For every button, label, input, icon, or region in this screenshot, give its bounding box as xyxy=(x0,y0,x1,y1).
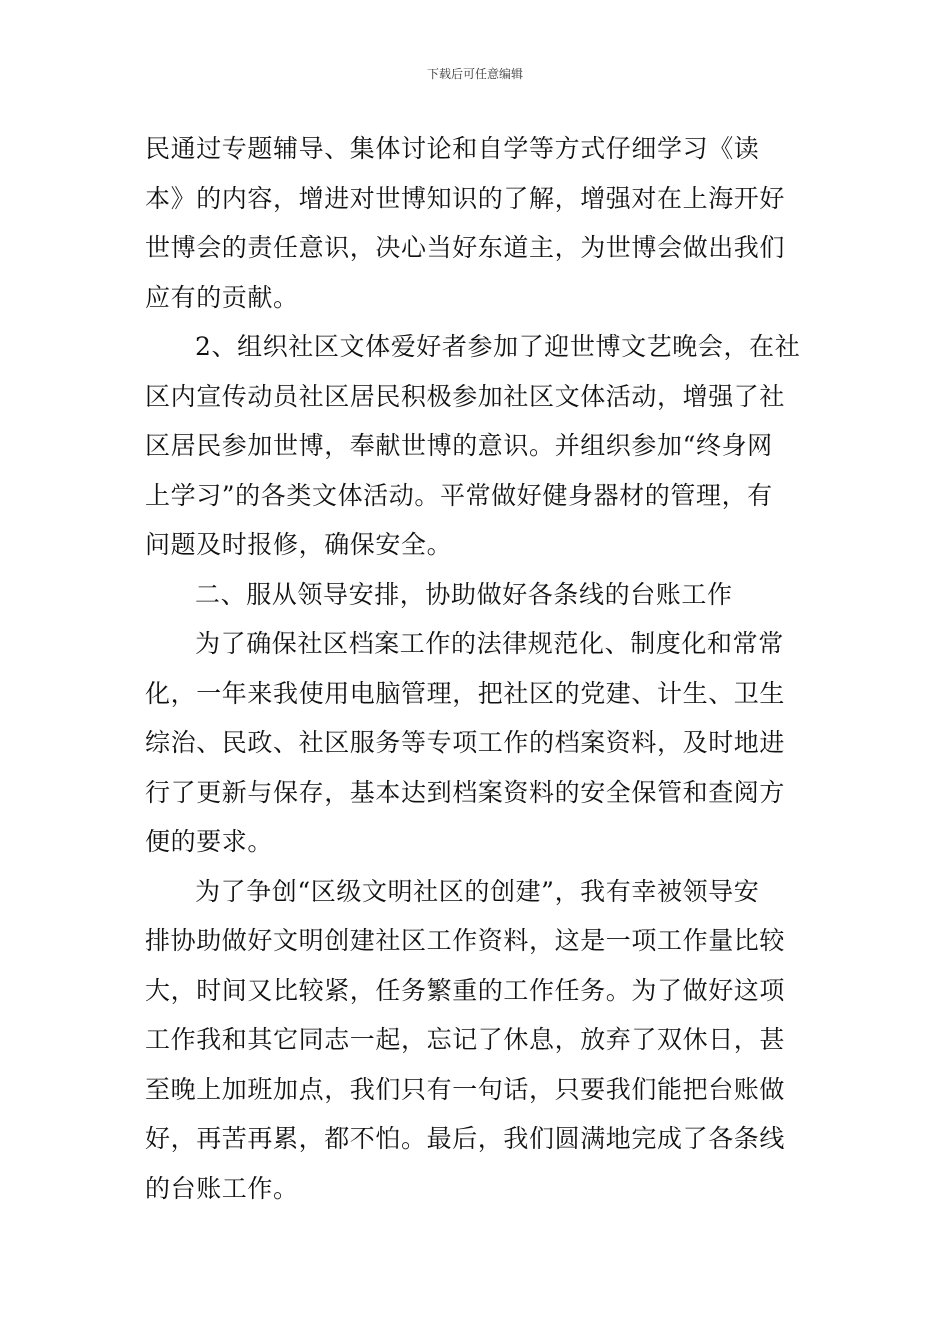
paragraph-first-line: 为了确保社区档案工作的法律规范化、制度化和常常 xyxy=(195,629,784,658)
text-line: 化，一年来我使用电脑管理，把社区的党建、计生、卫生 xyxy=(145,678,786,708)
text-line: 问题及时报修，确保安全。 xyxy=(145,530,453,559)
text-line: 区内宣传动员社区居民积极参加社区文体活动，增强了社 xyxy=(145,381,786,411)
text-line: 世博会的责任意识，决心当好东道主，为世博会做出我们 xyxy=(145,233,786,262)
text-line: 本》的内容，增进对世博知识的了解，增强对在上海开好 xyxy=(145,183,786,213)
text-line: 区居民参加世博，奉献世博的意识。并组织参加“终身网 xyxy=(145,431,773,460)
text-line: 的台账工作。 xyxy=(145,1173,299,1203)
text-line: 排协助做好文明创建社区工作资料，这是一项工作量比较 xyxy=(145,926,786,955)
text-line: 综治、民政、社区服务等专项工作的档案资料，及时地进 xyxy=(145,728,786,757)
section-heading: 二、服从领导安排，协助做好各条线的台账工作 xyxy=(195,579,733,609)
text-line: 便的要求。 xyxy=(145,827,274,856)
text-line: 应有的贡献。 xyxy=(145,282,299,312)
text-line: 工作我和其它同志一起，忘记了休息，放弃了双休日，甚 xyxy=(145,1025,786,1054)
paragraph-first-line: 为了争创“区级文明社区的创建”，我有幸被领导安 xyxy=(195,876,760,906)
text-line: 好，再苦再累，都不怕。最后，我们圆满地完成了各条线 xyxy=(145,1124,786,1153)
paragraph-first-line: 2、组织社区文体爱好者参加了迎世博文艺晚会，在社 xyxy=(195,332,801,361)
text-line: 民通过专题辅导、集体讨论和自学等方式仔细学习《读 xyxy=(145,134,760,163)
document-body xyxy=(145,124,810,1213)
text-line: 行了更新与保存，基本达到档案资料的安全保管和查阅方 xyxy=(145,777,786,807)
text-line: 大，时间又比较紧，任务繁重的工作任务。为了做好这项 xyxy=(145,975,786,1005)
text-line: 至晚上加班加点，我们只有一句话，只要我们能把台账做 xyxy=(145,1074,786,1104)
text-line: 上学习”的各类文体活动。平常做好健身器材的管理，有 xyxy=(145,480,773,510)
page-header: 下载后可任意编辑 xyxy=(426,67,523,81)
